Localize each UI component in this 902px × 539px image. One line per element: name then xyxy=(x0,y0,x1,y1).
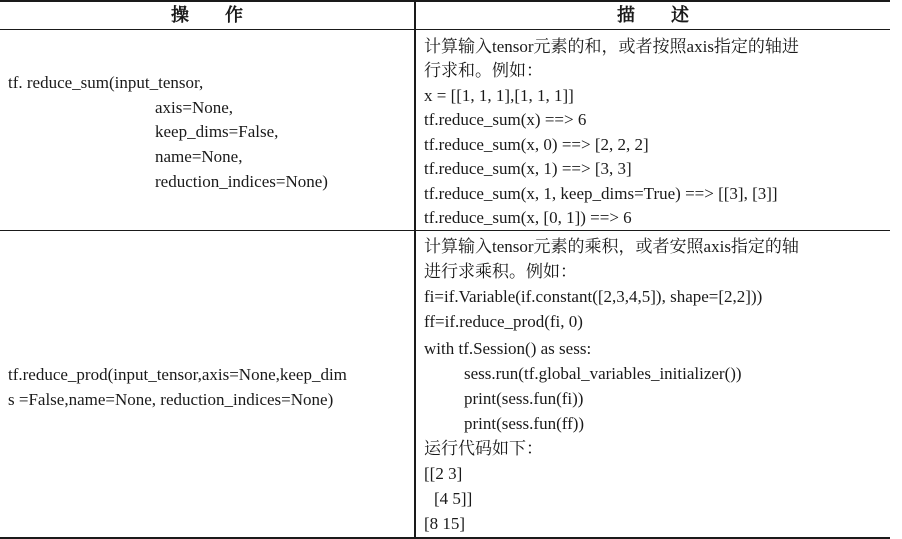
op1-line-3: keep_dims=False, xyxy=(155,122,279,141)
desc1-line-8: tf.reduce_sum(x, [0, 1]) ==> 6 xyxy=(424,208,632,227)
op1-line-2: axis=None, xyxy=(155,98,234,117)
desc2-line-11: [4 5]] xyxy=(434,489,473,508)
op2-line-1: tf.reduce_prod(input_tensor,axis=None,keep_dim xyxy=(8,365,347,384)
desc2-line-7: print(sess.fun(fi)) xyxy=(464,389,584,408)
desc1-line-4: tf.reduce_sum(x) ==> 6 xyxy=(424,110,587,129)
desc2-line-12: [8 15] xyxy=(424,514,466,533)
column-divider xyxy=(414,0,416,539)
header-rule xyxy=(0,29,890,30)
op1-line-5: reduction_indices=None) xyxy=(155,172,328,191)
op1-line-4: name=None, xyxy=(155,147,243,166)
desc2-line-8: print(sess.fun(ff)) xyxy=(464,414,585,433)
desc1-line-6: tf.reduce_sum(x, 1) ==> [3, 3] xyxy=(424,159,632,178)
desc2-line-10: [[2 3] xyxy=(424,464,463,483)
desc1-line-1: 计算输入tensor元素的和，或者按照axis指定的轴进 xyxy=(424,37,799,56)
header-operation: 操 作 xyxy=(171,5,243,25)
desc2-line-5: with tf.Session() as sess: xyxy=(424,339,592,358)
desc2-line-6: sess.run(tf.global_variables_initializer()) xyxy=(464,364,742,383)
desc1-line-2: 行求和。例如： xyxy=(424,61,543,80)
desc1-line-3: x = [[1, 1, 1],[1, 1, 1]] xyxy=(424,86,574,105)
desc2-line-2: 进行求乘积。例如： xyxy=(424,262,577,281)
desc1-line-7: tf.reduce_sum(x, 1, keep_dims=True) ==> [[3], [3]] xyxy=(424,184,778,203)
op1-line-1: tf. reduce_sum(input_tensor, xyxy=(8,73,204,92)
desc2-line-4: ff=if.reduce_prod(fi, 0) xyxy=(424,312,583,331)
header-description: 描 述 xyxy=(617,5,689,25)
op2-line-2: s =False,name=None, reduction_indices=None) xyxy=(8,390,334,409)
desc2-line-3: fi=if.Variable(if.constant([2,3,4,5]), shape=[2,2])) xyxy=(424,287,763,306)
desc1-line-5: tf.reduce_sum(x, 0) ==> [2, 2, 2] xyxy=(424,135,649,154)
desc2-line-1: 计算输入tensor元素的乘积，或者安照axis指定的轴 xyxy=(424,237,799,256)
desc2-line-9: 运行代码如下： xyxy=(424,439,543,458)
